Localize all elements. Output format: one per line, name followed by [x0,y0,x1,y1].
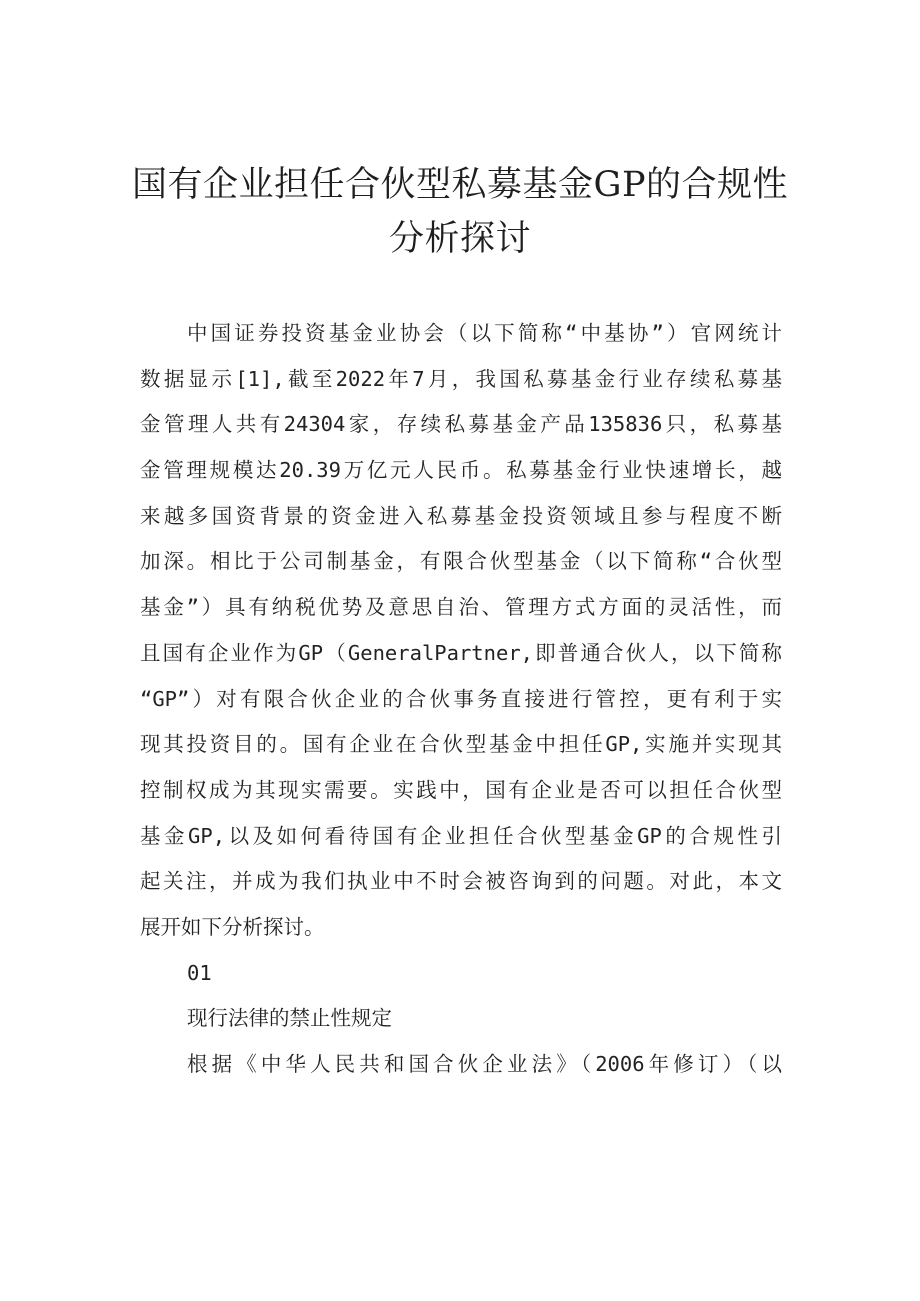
title-line-1: 国有企业担任合伙型私募基金GP的合规性 [131,165,788,205]
title-line-2: 分析探讨 [388,219,531,259]
paragraph-line: 基金GP,以及如何看待国有企业担任合伙型基金GP的合规性引 [140,823,782,848]
paragraph-intro [140,311,782,951]
paragraph-line: 起关注，并成为我们执业中不时会被咨询到的问题。对此，本文 [140,869,782,894]
paragraph-line: “GP”）对有限合伙企业的合伙事务直接进行管控，更有利于实 [140,686,782,711]
document-title [130,158,790,266]
paragraph-line: 根据《中华人民共和国合伙企业法》（2006年修订）（以 [187,1052,782,1076]
section-number: 01 [187,960,212,985]
paragraph-line: 基金”）具有纳税优势及意思自治、管理方式方面的灵活性，而 [140,595,782,620]
paragraph-line: 金管理规模达20.39万亿元人民币。私募基金行业快速增长，越 [140,458,782,483]
paragraph-line: 控制权成为其现实需要。实践中，国有企业是否可以担任合伙型 [140,777,782,802]
paragraph-line: 且国有企业作为GP（GeneralPartner,即普通合伙人，以下简称 [140,640,782,665]
section-heading: 现行法律的禁止性规定 [187,1006,392,1031]
paragraph-line: 展开如下分析探讨。 [140,914,325,939]
paragraph-line: 来越多国资背景的资金进入私募基金投资领域且参与程度不断 [140,503,782,528]
paragraph-line: 中国证券投资基金业协会（以下简称“中基协”）官网统计 [187,321,782,345]
paragraph-line: 数据显示[1],截至2022年7月，我国私募基金行业存续私募基 [140,366,782,391]
document-body [140,311,782,1088]
paragraph-line: 加深。相比于公司制基金，有限合伙型基金（以下简称“合伙型 [140,549,782,574]
paragraph-line: 现其投资目的。国有企业在合伙型基金中担任GP,实施并实现其 [140,732,782,757]
paragraph-line: 金管理人共有24304家，存续私募基金产品135836只，私募基 [140,412,782,437]
